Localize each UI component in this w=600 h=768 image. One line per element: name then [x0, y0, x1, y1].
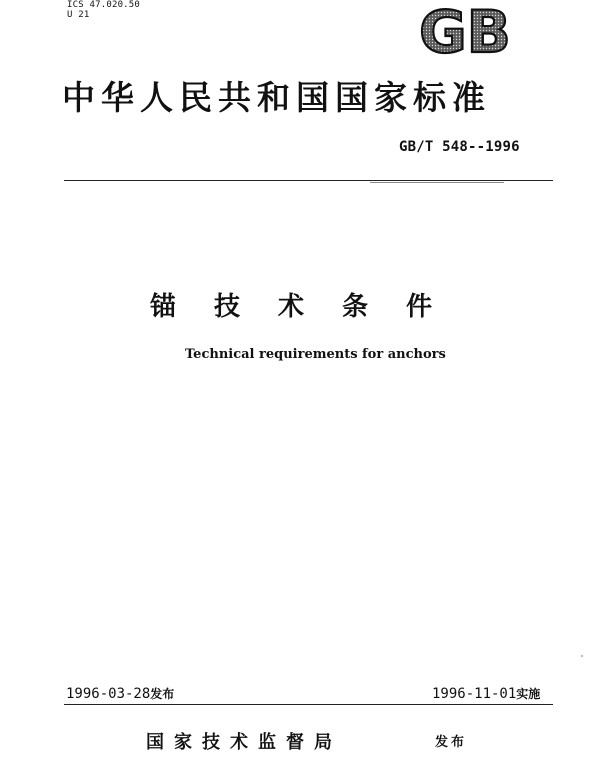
bottom-divider	[64, 704, 553, 705]
implementation-date-value: 1996-11-01	[432, 686, 517, 702]
implementation-date-suffix: 实施	[516, 687, 541, 701]
classification-codes	[67, 0, 140, 20]
top-divider-shadow	[370, 182, 504, 183]
national-standard-title: 中华人民共和国国家标准	[62, 78, 491, 117]
release-date-suffix: 发布	[150, 687, 175, 701]
top-divider	[64, 180, 553, 181]
gb-logo-text: GB	[419, 2, 511, 58]
document-subtitle: Technical requirements for anchors	[185, 347, 446, 362]
scan-speck	[581, 655, 583, 657]
ics-code: ICS 47.020.50	[67, 0, 141, 10]
standard-number: GB/T 548--1996	[399, 139, 520, 155]
implementation-date	[432, 685, 540, 702]
document-title: 锚技术条件	[149, 292, 470, 322]
issuer-name: 国家技术监督局	[146, 732, 342, 753]
issuer-action: 发布	[435, 735, 468, 750]
gb-logo	[410, 2, 520, 58]
release-date-value: 1996-03-28	[66, 686, 151, 702]
release-date	[66, 685, 174, 702]
ccs-code: U 21	[67, 10, 90, 20]
